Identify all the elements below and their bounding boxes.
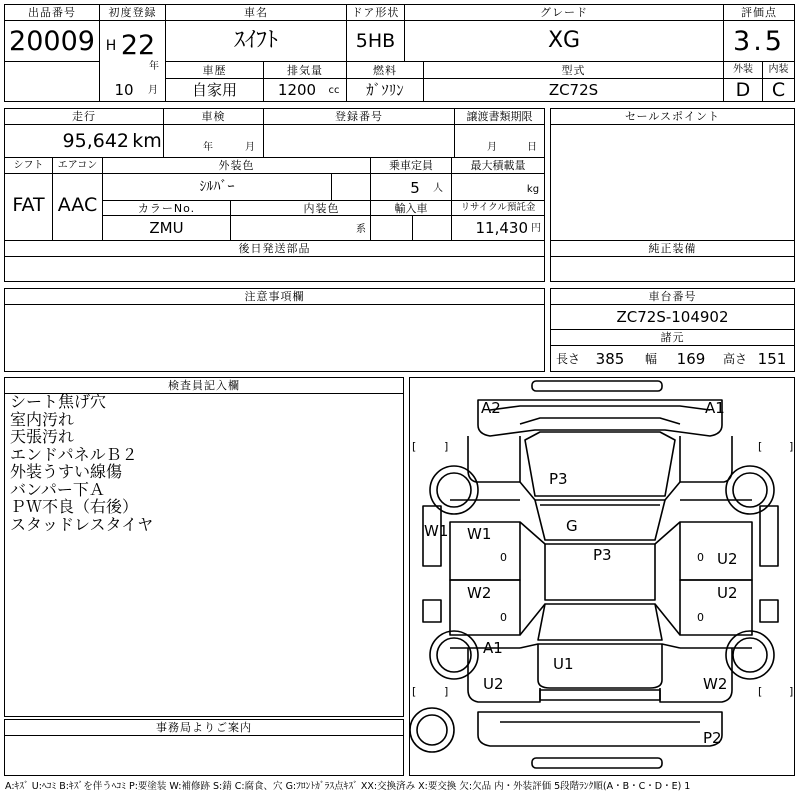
later-parts-label: 後日発送部品	[238, 242, 311, 255]
max-load-unit: kg	[526, 184, 540, 195]
damage-mark: A1	[483, 639, 503, 657]
door-type: 5HB	[355, 29, 396, 52]
interior-color-unit: 系	[356, 224, 366, 235]
grade: XG	[547, 28, 581, 53]
ac-label: エアコン	[57, 159, 98, 171]
transfer-day-label: 日	[527, 142, 537, 153]
transfer-deadline-label: 譲渡書類期限	[466, 110, 533, 123]
zero-marker: 0	[697, 551, 704, 564]
inspector-note: 天張汚れ	[10, 427, 75, 446]
damage-mark: W2	[467, 584, 492, 602]
bracket-close: ]	[444, 685, 449, 698]
shift-label: シフト	[13, 159, 44, 171]
exterior-grade: D	[735, 78, 751, 101]
max-load-label: 最大積載量	[470, 159, 526, 172]
first-registration-year: 22	[120, 29, 156, 61]
bracket-open: [	[758, 685, 763, 698]
damage-mark: G	[566, 517, 578, 535]
inspection-label: 車検	[201, 110, 226, 123]
damage-mark: W1	[424, 522, 449, 540]
model-code-label: 型式	[561, 63, 586, 77]
inspection-month-label: 月	[245, 142, 255, 153]
door-type-label: ドア形状	[351, 6, 400, 19]
mileage: 95,642	[62, 129, 129, 152]
exterior-color-label: 外装色	[218, 159, 255, 172]
history-label: 車歴	[202, 63, 227, 77]
first-registration-month: 10	[114, 80, 134, 99]
era-prefix: H	[105, 38, 117, 54]
inspector-note: シート焦げ穴	[10, 392, 107, 411]
capacity-unit: 人	[433, 183, 443, 194]
rating-label: 評価点	[741, 6, 777, 19]
month-label: 月	[148, 85, 158, 96]
damage-mark: P3	[549, 470, 568, 488]
legend-footer: A:ｷｽﾞ U:ﾍｺﾐ B:ｷｽﾞを伴うﾍｺﾐ P:要塗装 W:補修跡 S:錆 C:腐食、穴 G:ﾌﾛﾝﾄｶﾞﾗｽ点ｷｽﾞ XX:交換済み X:要交換 欠:欠品 内・外装評価 5段階ﾗﾝｸ順(A・B・C・D・E) 1	[5, 781, 691, 792]
damage-mark: U1	[553, 655, 574, 673]
transfer-month-label: 月	[487, 142, 497, 153]
damage-mark: A1	[705, 399, 725, 417]
height-value: 151	[757, 349, 787, 368]
plate-label: 登録番号	[335, 110, 383, 123]
shift: FAT	[12, 193, 45, 216]
lot-number: 20009	[9, 25, 95, 57]
chassis-label: 車台番号	[648, 290, 697, 303]
zero-marker: 0	[697, 611, 704, 624]
bracket-open: [	[758, 440, 763, 453]
inspector-note: エンドパネルＢ２	[10, 444, 138, 464]
color-number: ZMU	[149, 218, 184, 237]
length-value: 385	[595, 349, 625, 368]
sales-points-label: セールスポイント	[624, 110, 720, 123]
specs-label: 諸元	[660, 331, 685, 344]
model-code: ZC72S	[548, 81, 599, 99]
zero-marker: 0	[500, 551, 507, 564]
inspection-year-label: 年	[203, 142, 213, 153]
inspector-title: 検査員記入欄	[168, 379, 240, 392]
recycle-unit: 円	[531, 223, 541, 234]
exterior-color: ｼﾙﾊﾞｰ	[199, 179, 235, 195]
inspector-notes	[10, 393, 153, 533]
width-label: 幅	[644, 352, 657, 366]
width-value: 169	[676, 349, 706, 368]
genuine-equipment-label: 純正装備	[648, 242, 697, 255]
mileage-unit: km	[132, 129, 162, 152]
damage-mark: U2	[717, 550, 738, 568]
inspector-note: スタッドレスタイヤ	[10, 514, 154, 534]
damage-mark: A2	[481, 399, 501, 417]
chassis-number: ZC72S-104902	[616, 307, 729, 326]
fuel: ｶﾞｿﾘﾝ	[366, 81, 404, 99]
car-name-label: 車名	[244, 6, 268, 19]
capacity: 5	[410, 178, 420, 197]
capacity-label: 乗車定員	[389, 159, 433, 172]
interior-color-label: 内装色	[303, 201, 340, 215]
bracket-open: [	[412, 440, 417, 453]
bracket-open: [	[412, 685, 417, 698]
fuel-label: 燃料	[373, 63, 397, 77]
damage-mark: P2	[703, 729, 722, 747]
inspector-note: ＰＷ不良（右後）	[10, 497, 139, 516]
rating: 3.5	[733, 25, 785, 57]
damage-mark: U2	[717, 584, 738, 602]
bracket-close: ]	[789, 440, 794, 453]
interior-grade: C	[771, 78, 786, 101]
recycle-fee: 11,430	[475, 218, 528, 237]
damage-mark: P3	[593, 546, 612, 564]
inspector-note: 室内汚れ	[10, 409, 75, 429]
displacement: 1200	[277, 81, 317, 99]
grade-label: グレード	[540, 6, 588, 19]
mileage-label: 走行	[72, 110, 96, 123]
damage-mark: W1	[467, 525, 492, 543]
year-label: 年	[149, 61, 159, 72]
color-number-label: カラーNo.	[137, 201, 196, 215]
bracket-close: ]	[789, 685, 794, 698]
import-label: 輸入車	[394, 201, 428, 215]
notes-label: 注意事項欄	[244, 290, 305, 303]
car-name: ｽｲﾌﾄ	[233, 28, 278, 53]
height-label: 高さ	[722, 352, 747, 366]
history: 自家用	[191, 81, 237, 99]
ac: AAC	[57, 193, 98, 216]
exterior-label: 外装	[733, 64, 753, 75]
displacement-unit: cc	[328, 85, 340, 96]
inspector-note: バンパー下Ａ	[10, 479, 105, 499]
length-label: 長さ	[555, 352, 580, 366]
bracket-close: ]	[444, 440, 449, 453]
interior-label: 内装	[768, 64, 789, 75]
damage-mark: U2	[483, 675, 504, 693]
damage-mark: W2	[703, 675, 728, 693]
lot-number-label: 出品番号	[28, 6, 76, 19]
displacement-label: 排気量	[287, 63, 323, 77]
office-title: 事務局よりご案内	[156, 721, 252, 734]
recycle-label: リサイクル預託金	[460, 202, 536, 214]
first-registration-label: 初度登録	[108, 6, 157, 19]
zero-marker: 0	[500, 611, 507, 624]
inspector-note: 外装うすい線傷	[10, 462, 123, 481]
